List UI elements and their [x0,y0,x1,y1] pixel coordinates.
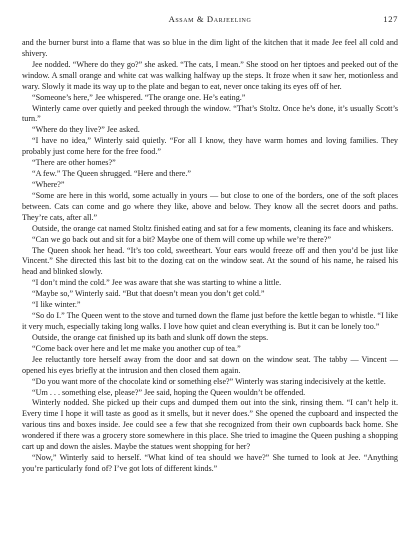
paragraph: Jee nodded. “Where do they go?” she asked. “The cats, I mean.” She stood on her tiptoes and peeked out of the window. A small orange and white cat was walking halfway up the steps. It froze when it saw her, motionless and wary. Slowly it made its way up to the plate and began to eat, never once taking its eyes off of her. [22,59,398,91]
paragraph: Outside, the orange cat finished up its bath and slunk off down the steps. [32,332,269,342]
paragraph: “Where?” [32,179,65,189]
paragraph: “Come back over here and let me make you another cup of tea.” [32,343,241,353]
paragraph: “Someone’s here,” Jee whispered. “The orange one. He’s eating.” [32,92,246,102]
paragraph: “I don’t mind the cold.” Jee was aware that she was starting to whine a little. [32,278,282,288]
paragraph: Jee reluctantly tore herself away from the door and sat down on the window seat. The tabby — Vincent — opened his eyes briefly at the intrusion and then closed them again. [22,354,398,375]
paragraph: “A few.” The Queen shrugged. “Here and there.” [32,169,192,179]
paragraph: The Queen shook her head. “It’s too cold, sweetheart. Your ears would freeze off and then you’d be just like Vincent.” She directed this last bit to the dozing cat on the window seat. At the sound of his name, he raised his head and blinked slowly. [22,245,398,277]
paragraph: “So do I.” The Queen went to the stove and turned down the flame just before the kettle began to whistle. “I like it very much, especially taking long walks. I love how quiet and clean everything is. But it can be lonely too.” [22,311,398,331]
running-head: Assam & Darjeeling [168,14,252,24]
paragraph: “There are other homes?” [32,158,116,168]
paragraph: Outside, the orange cat named Stoltz finished eating and sat for a few moments, cleaning its face and whiskers. [32,223,394,233]
body-text [22,38,398,475]
paragraph: “Some are here in this world, some actually in yours — but close to one of the borders, one of the soft places between. Cats can come and go where they like, above and below. They know all the secret doors and paths. They’re cats, after all.” [22,190,398,222]
paragraph: Winterly nodded. She picked up their cups and dumped them out into the sink, rinsing them. “I can’t help it. Every time I hope it will taste as good as it smells, but it never does.” She opened the cupboard and inspected the various tins and boxes inside. Jee could see a few that she recognized from their own cupboards back home. She wondered if there was a grocery store somewhere in this place. She tried to imagine the Queen pushing a shopping cart up and down the aisles. Maybe the statues went shopping for her? [22,398,398,452]
page-header [22,14,398,28]
paragraph: “Um . . . something else, please?” Jee said, hoping the Queen wouldn’t be offended. [32,387,306,397]
paragraph: “I have no idea,” Winterly said quietly. “For all I know, they have warm homes and loving families. They probably just come here for the free food.” [22,136,398,157]
paragraph: “Can we go back out and sit for a bit? Maybe one of them will come up while we’re there?” [32,234,331,244]
paragraph: “Where do they live?” Jee asked. [32,125,140,135]
page-number: 127 [383,14,398,24]
paragraph: Winterly came over quietly and peeked through the window. “That’s Stoltz. Once he’s done, it’s usually Scott’s turn.” [22,103,398,124]
paragraph: “Now,” Winterly said to herself. “What kind of tea should we have?” She turned to look at Jee. “Anything you’re particularly fond of? I’ve got lots of different kinds.” [22,453,398,473]
paragraph: “I like winter.” [32,300,81,310]
paragraph: and the burner burst into a flame that was so blue in the dim light of the kitchen that it made Jee feel all cold and shivery. [22,38,398,58]
paragraph: “Do you want more of the chocolate kind or something else?” Winterly was staring indecisively at the kettle. [32,376,386,386]
paragraph: “Maybe so,” Winterly said. “But that doesn’t mean you don’t get cold.” [32,289,265,299]
